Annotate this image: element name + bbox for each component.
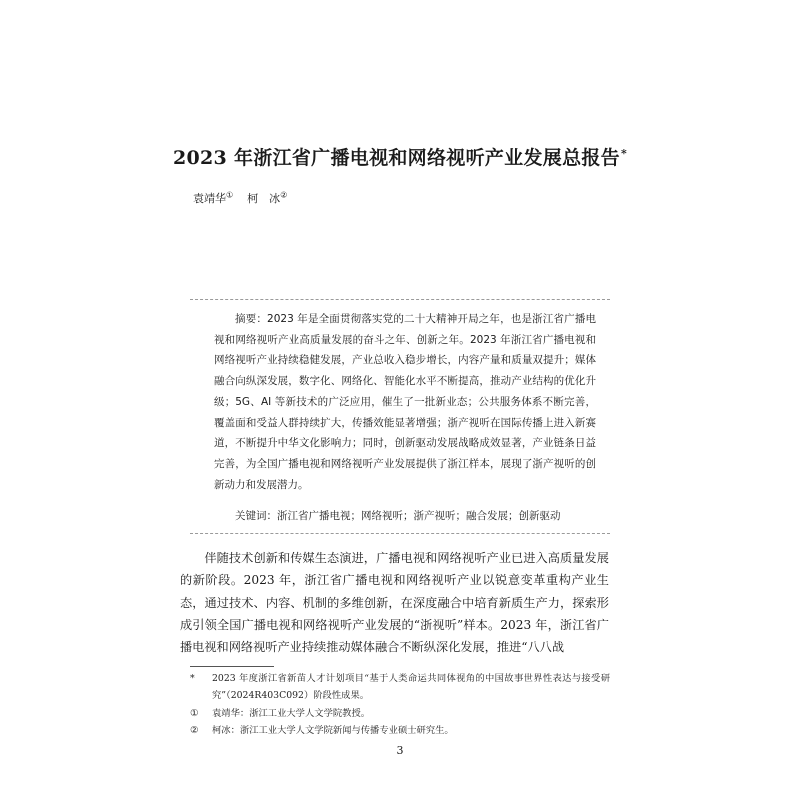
abstract bbox=[214, 309, 596, 495]
keywords-text: 浙江省广播电视；网络视听；浙产视听；融合发展；创新驱动 bbox=[277, 510, 561, 522]
keywords bbox=[214, 506, 596, 526]
keywords-label: 关键词： bbox=[235, 510, 277, 522]
footnote-text: 2023 年度浙江省新苗人才计划项目“基于人类命运共同体视角的中国故事世界性表达与接受研究”（2024R403C092）阶段性成果。 bbox=[212, 673, 610, 702]
title-footnote-mark: * bbox=[620, 146, 628, 160]
abstract-label: 摘要： bbox=[235, 313, 268, 325]
footnote-mark: * bbox=[190, 673, 195, 684]
footnote-mark: ① bbox=[190, 707, 199, 719]
author-line bbox=[193, 190, 287, 206]
footnote bbox=[190, 722, 610, 739]
abstract-text: 2023 年是全面贯彻落实党的二十大精神开局之年，也是浙江省广播电视和网络视听产业高质量发展的奋斗之年、创新之年。2023 年浙江省广播电视和网络视听产业持续稳健发展，产业总收入稳步增长，内容产量和质量双提升；媒体融合向纵深发展，数字化、网络化、智能化水平不断提高，推动产业结构的优化升级；5G、AI 等新技术的广泛应用，催生了一批新业态；公共服务体系不断完善，覆盖面和受益人群持续扩大，传播效能显著增强；浙产视听在国际传播上进入新赛道，不断提升中华文化影响力；同时，创新驱动发展战略成效显著，产业链条日益完善，为全国广播电视和网络视听产业发展提供了浙江样本，展现了浙产视听的创新动力和发展潜力。 bbox=[214, 313, 597, 491]
author-name: 袁靖华 bbox=[193, 192, 226, 205]
abstract-bottom-divider bbox=[190, 533, 610, 534]
footnotes bbox=[190, 670, 610, 740]
author-mark: ② bbox=[280, 190, 288, 200]
page-number: 3 bbox=[396, 744, 404, 757]
author-name: 柯 冰 bbox=[247, 192, 281, 205]
footnote-text: 柯冰：浙江工业大学人文学院新闻与传播专业硕士研究生。 bbox=[212, 725, 454, 737]
body-paragraph: 伴随技术创新和传媒生态演进，广播电视和网络视听产业已进入高质量发展的新阶段。2023 年，浙江省广播电视和网络视听产业以锐意变革重构产业生态，通过技术、内容、机制的多维创新，在深度融合中培育新质生产力，探索形成引领全国广播电视和网络视听产业发展的“浙视听”样本。2023 年，浙江省广播电视和网络视听产业持续推动媒体融合不断纵深化发展，推进“八八战 bbox=[180, 551, 609, 655]
abstract-top-divider bbox=[190, 299, 610, 300]
footnote bbox=[190, 705, 610, 722]
title-text: 2023 年浙江省广播电视和网络视听产业发展总报告 bbox=[172, 147, 620, 169]
footnote-mark: ② bbox=[190, 725, 199, 737]
paper-title bbox=[150, 143, 650, 170]
author-mark: ① bbox=[226, 190, 234, 200]
footnote bbox=[190, 670, 610, 705]
footnote-divider bbox=[190, 666, 274, 667]
footnote-text: 袁靖华：浙江工业大学人文学院教授。 bbox=[212, 707, 371, 719]
